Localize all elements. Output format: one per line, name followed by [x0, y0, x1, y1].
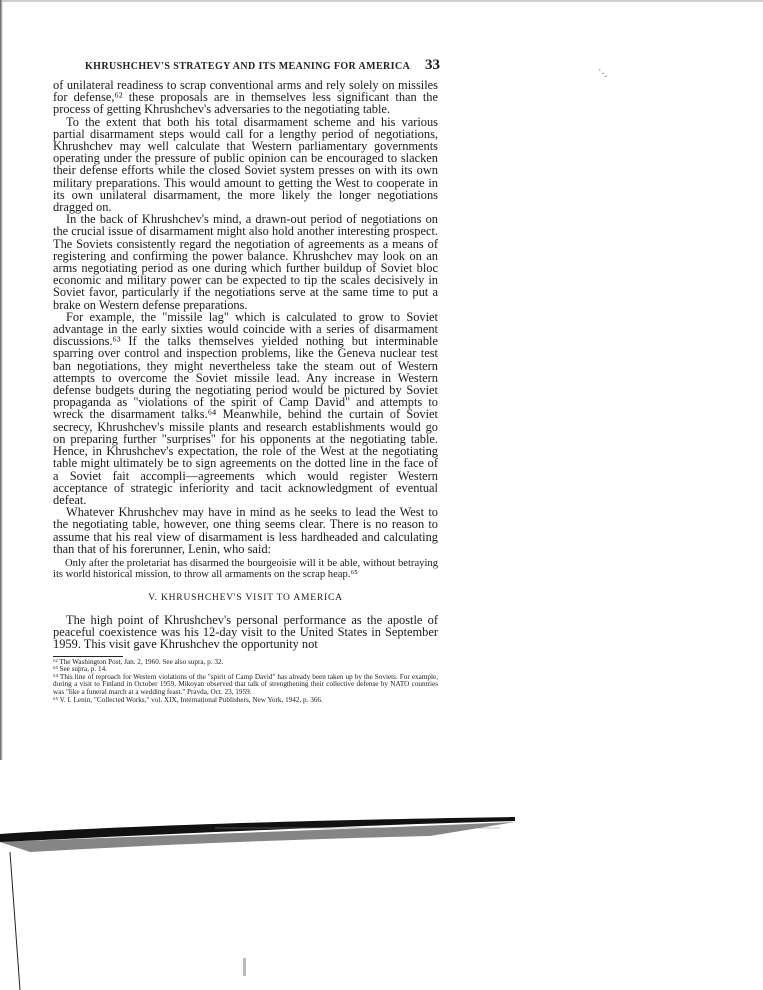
footnote-rule: [53, 656, 123, 657]
footnote: ⁶⁵ V. I. Lenin, "Collected Works," vol. XIX, International Publishers, New York, 1942, p. 366.: [53, 695, 323, 704]
scan-smudge: [243, 958, 246, 976]
body-paragraph: In the back of Khrushchev's mind, a drawn-out period of negotiations on the crucial issue of disarmament might also hold another interesting prospect. The Soviets consistently regard the negotiation of agreements as a means of registering and confirming the power balance. Khrushchev may look on an arms negotiating period as one during which further buildup of Soviet bloc economic and military power can be expected to tip the scales decisively in Soviet favor, particularly if the negotiations serve at the same time to put a brake on Western defense preparations.: [53, 212, 438, 312]
scan-left-edge: [0, 0, 3, 760]
page-body: [53, 79, 438, 704]
section-heading: V. KHRUSHCHEV'S VISIT TO AMERICA: [148, 592, 343, 603]
body-paragraph: For example, the "missile lag" which is calculated to grow to Soviet advantage in the early sixties would coincide with a series of disarmament discussions.⁶³ If the talks themselves yielded nothing but interminable sparring over control and inspection problems, like the Geneva nuclear test ban negotiations, they might nevertheless take the steam out of Western attempts to overcome the Soviet missile lead. Any increase in Western defense budgets during the negotiating period would be pictured by Soviet propaganda as "violations of the spirit of Camp David" and attempts to wreck the disarmament talks.⁶⁴ Meanwhile, behind the curtain of Soviet secrecy, Khrushchev's missile plants and research establishments would go on preparing further "surprises" for his opponents at the negotiating table. Hence, in Khrushchev's expectation, the role of the West at the negotiating table might ultimately be to sign agreements on the dotted line in the face of a Soviet fait accompli—agreements which would register Western acceptance of strategic inferiority and tacit acknowledgment of eventual defeat.: [53, 309, 438, 507]
running-title: KHRUSHCHEV'S STRATEGY AND ITS MEANING FOR AMERICA: [85, 61, 411, 72]
body-paragraph: of unilateral readiness to scrap conventional arms and rely solely on missiles for defense,⁶² these proposals are in themselves less significant than the process of getting Khrushchev's adversaries to the negotiating table.: [53, 78, 438, 117]
lenin-quote: Only after the proletariat has disarmed the bourgeoisie will it be able, without betraying its world historical mission, to throw all armaments on the scrap heap.⁶⁵: [53, 557, 438, 581]
scan-speck: ˋ·.: [598, 69, 608, 80]
running-head: [85, 57, 440, 74]
footnote: ⁶² The Washington Post, Jan. 2, 1960. See also supra, p. 32.: [53, 657, 224, 666]
body-paragraph: The high point of Khrushchev's personal performance as the apostle of peaceful coexistence was his 12-day visit to the United States in September 1959. This visit gave Khrushchev the opportunity not: [53, 612, 438, 652]
body-paragraph: To the extent that both his total disarmament scheme and his various partial disarmament steps would call for a lengthy period of negotiations, Khrushchev may well calculate that Western parliamentary governments operating under the pressure of public opinion can be encouraged to slacken their defense efforts while the closed Soviet system presses on with its own military preparations. This would amount to getting the West to cooperate in its own unilateral disarmament, the more likely the longer negotiations dragged on.: [53, 114, 438, 215]
footnote: ⁶⁴ This line of reproach for Western violations of the "spirit of Camp David" has already been taken up by the Soviets. For example, during a visit to Finland in October 1959, Mikoyan observed that talk of strengthening their collective defense by NATO countries was "like a funeral march at a wedding feast." Pravda, Oct. 23, 1959.: [53, 672, 438, 696]
page-number: 33: [425, 57, 440, 73]
footnote: ⁶³ See supra, p. 14.: [53, 665, 107, 674]
scan-shadow: [0, 812, 520, 990]
scan-shadow-shape: [0, 812, 520, 990]
scan-top-edge: [0, 0, 763, 2]
body-paragraph: Whatever Khrushchev may have in mind as he seeks to lead the West to the negotiating table, however, one thing seems clear. There is no reason to assume that his real view of disarmament is less hardheaded and calculating than that of his forerunner, Lenin, who said:: [53, 505, 438, 556]
